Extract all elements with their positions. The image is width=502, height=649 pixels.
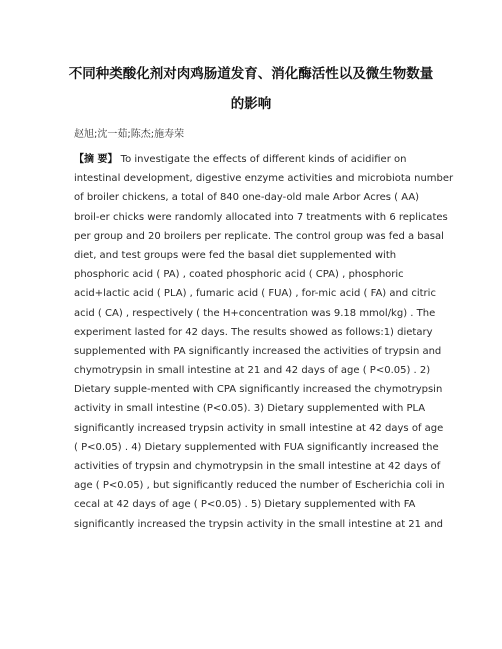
abstract-line: cecal at 42 days of age ( P<0.05) . 5) Dietary supplemented with FA [74,499,416,511]
abstract-line: of broiler chickens, a total of 840 one-day-old male Arbor Acres ( AA) [74,192,420,204]
abstract-line [74,150,434,169]
abstract-line: phosphoric acid ( PA) , coated phosphoric acid ( CPA) , phosphoric [74,269,404,281]
abstract-line: acid+lactic acid ( PLA) , fumaric acid ( FUA) , for-mic acid ( FA) and citric [74,288,436,300]
title-line-2: 的影响 [230,96,272,112]
title-line-1: 不同种类酸化剂对肉鸡肠道发育、消化酶活性以及微生物数量 [68,66,434,82]
abstract-line: experiment lasted for 42 days. The results showed as follows:1) dietary [74,326,433,338]
abstract-line: ( P<0.05) . 4) Dietary supplemented with FUA significantly increased the [74,441,439,453]
abstract-line: supplemented with PA significantly increased the activities of trypsin and [74,345,442,357]
abstract-line: significantly increased trypsin activity in small intestine at 42 days of age [74,422,444,434]
abstract-line: acid ( CA) , respectively ( the H+concentration was 9.18 mmol/kg) . The [74,307,436,319]
abstract-line: age ( P<0.05) , but significantly reduced the number of Escherichia coli in [74,480,445,492]
abstract-line: Dietary supple-mented with CPA significantly increased the chymotrypsin [74,384,443,396]
abstract-line: diet, and test groups were fed the basal diet supplemented with [74,249,397,261]
abstract-line: significantly increased the trypsin activity in the small intestine at 21 and [74,518,444,530]
abstract-line: broil-er chicks were randomly allocated into 7 treatments with 6 replicates [74,211,448,223]
abstract-line: per group and 20 broilers per replicate. The control group was fed a basal [74,230,444,242]
abstract-line: intestinal development, digestive enzyme activities and microbiota number [74,173,454,185]
abstract-line: activities of trypsin and chymotrypsin in the small intestine at 42 days of [74,461,441,472]
abstract-line: chymotrypsin in small intestine at 21 and 42 days of age ( P<0.05) . 2) [74,365,431,377]
abstract-line: activity in small intestine (P<0.05). 3) Dietary supplemented with PLA [74,403,426,415]
authors: 赵旭;沈一茹;陈杰;施寿荣 [74,129,185,140]
abstract [74,150,454,534]
abstract-first-line: To investigate the effects of different kinds of acidifier on [120,154,407,165]
abstract-label: 【摘 要】 [74,154,118,165]
